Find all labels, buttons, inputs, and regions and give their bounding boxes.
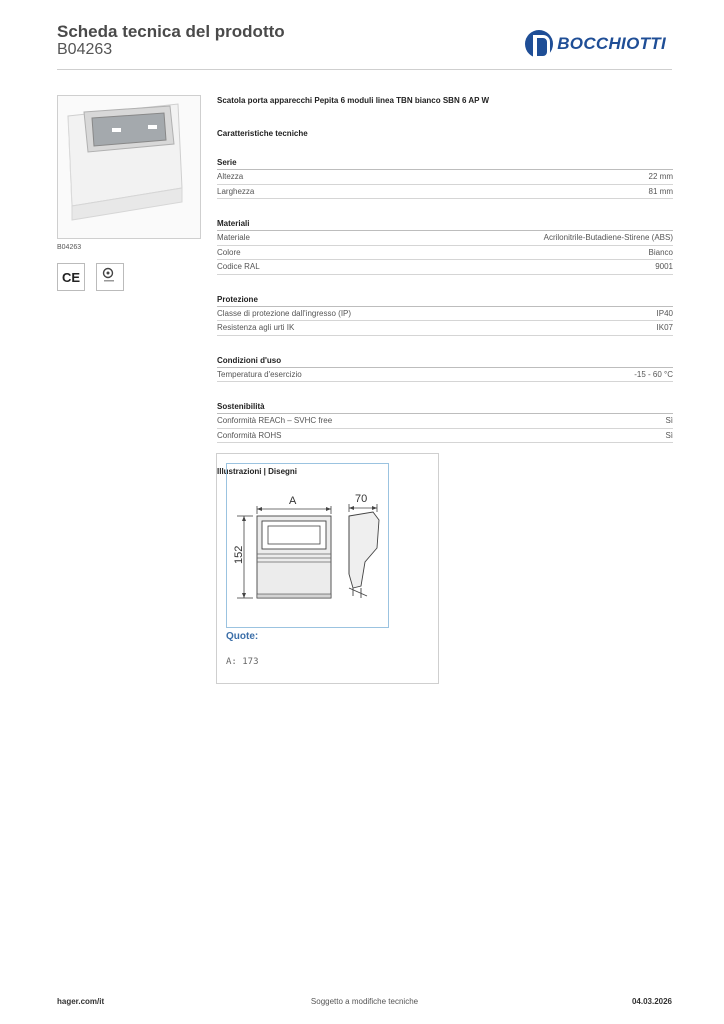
footer-site-link[interactable]: hager.com/it [57,997,105,1006]
drawing-canvas [226,463,389,628]
spec-group [217,356,673,383]
spec-row [217,231,673,246]
dim-depth-label: 70 [355,493,368,505]
spec-group [217,158,673,199]
spec-label: Codice RAL [217,262,260,271]
spec-group-title: Sostenibilità [217,402,673,414]
dim-a-label: A [289,495,297,507]
spec-label: Classe di protezione dall'ingresso (IP) [217,308,352,318]
technical-drawing [216,453,439,684]
dim-height-label: 152 [233,545,245,564]
spec-row [217,414,673,429]
spec-group [217,219,673,275]
spec-group-title: Materiali [217,219,673,231]
spec-label: Larghezza [217,186,255,196]
spec-groups [217,158,673,443]
spec-label: Temperatura d'esercizio [217,369,302,379]
spec-value: IP40 [656,308,673,318]
quote-label: Quote: [226,631,259,642]
spec-value: Acrilonitrile-Butadiene-Stirene (ABS) [543,233,673,242]
spec-row [217,260,673,275]
spec-label: Conformità ROHS [217,430,282,440]
spec-content [217,96,673,476]
spec-group-title: Serie [217,158,673,170]
spec-value: Sì [665,430,673,440]
spec-value: Sì [665,416,673,425]
product-code: B04263 [57,41,113,58]
imq-mark-icon [96,263,124,291]
spec-row [217,368,673,383]
spec-label: Conformità REACh – SVHC free [217,416,333,425]
spec-value: 81 mm [648,186,673,196]
spec-value: -15 - 60 °C [634,369,673,379]
brand-logo [525,30,666,58]
spec-row [217,429,673,444]
page-title: Scheda tecnica del prodotto [57,22,285,41]
footer-note: Soggetto a modifiche tecniche [310,997,419,1006]
brand-b-icon [525,30,553,58]
spec-label: Resistenza agli urti IK [217,323,295,332]
spec-group [217,402,673,443]
spec-label: Materiale [217,233,250,242]
spec-row [217,321,673,336]
footer-date: 04.03.2026 [631,997,672,1006]
specs-title: Caratteristiche tecniche [217,129,308,138]
quote-value: A: 173 [226,657,259,667]
page-header [57,22,672,70]
spec-group-title: Condizioni d'uso [217,356,673,368]
spec-label: Colore [217,247,241,257]
image-caption: B04263 [57,244,82,251]
spec-label: Altezza [217,172,244,181]
spec-group [217,295,673,336]
illustrations-title: Illustrazioni | Disegni [217,467,298,476]
spec-row [217,246,673,261]
spec-row [217,185,673,200]
spec-row [217,170,673,185]
spec-group-title: Protezione [217,295,673,307]
product-name: Scatola porta apparecchi Pepita 6 moduli linea TBN bianco SBN 6 AP W [217,96,490,105]
product-image [57,95,201,239]
spec-value: 22 mm [648,172,673,181]
spec-row [217,307,673,322]
ce-mark-icon: CE [57,263,85,291]
spec-value: IK07 [656,323,673,332]
spec-value: 9001 [655,262,673,271]
brand-name: BOCCHIOTTI [557,34,666,53]
spec-value: Bianco [648,247,673,257]
